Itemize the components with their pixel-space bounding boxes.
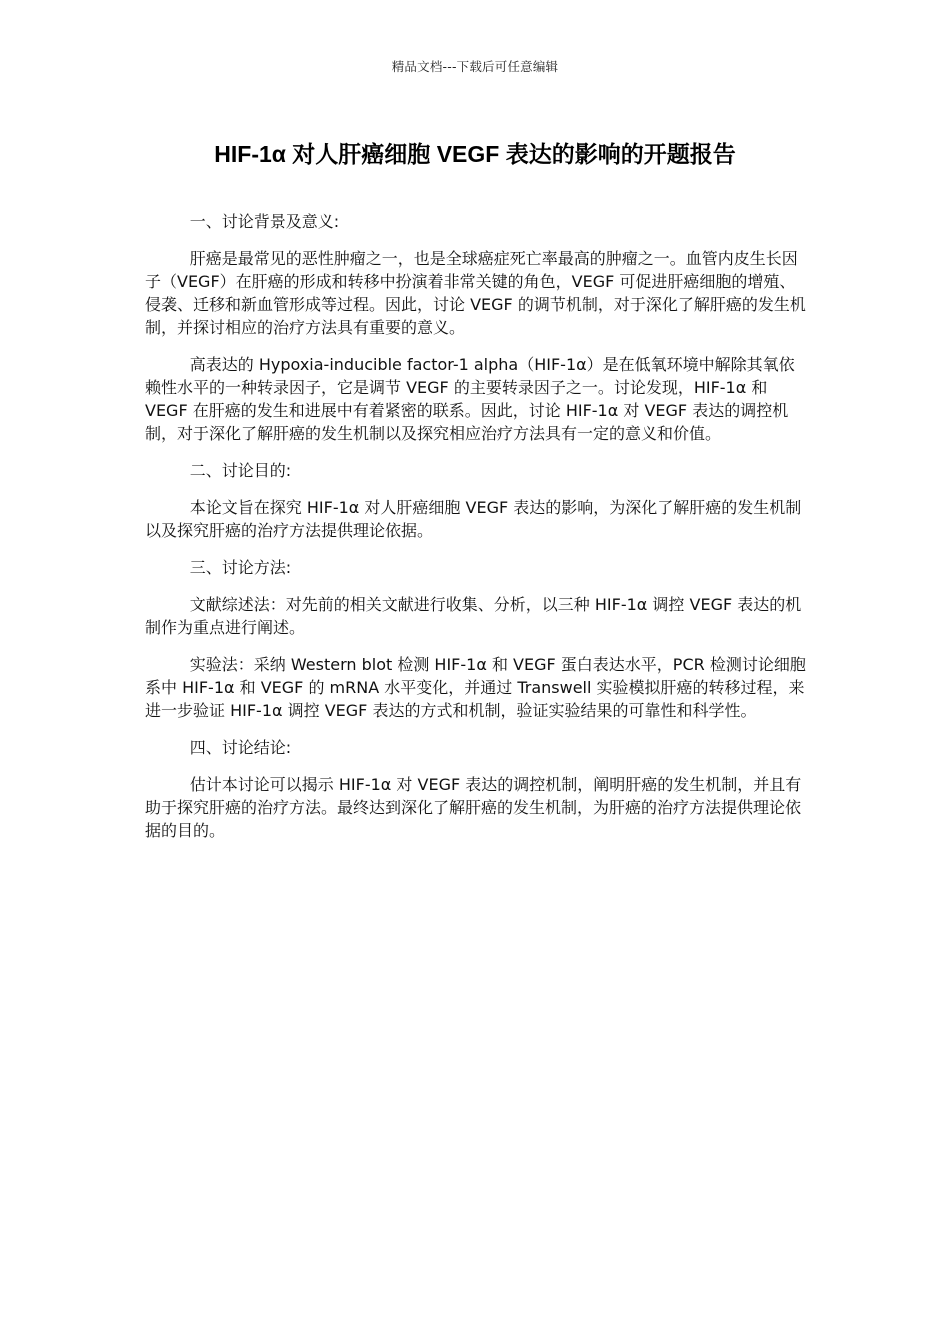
section-heading-methods: 三、讨论方法:	[189, 558, 292, 577]
document-body	[145, 210, 807, 856]
document-title: HIF-1α 对人肝癌细胞 VEGF 表达的影响的开题报告	[214, 141, 736, 167]
paragraph-methods-literature: 文献综述法：对先前的相关文献进行收集、分析，以三种 HIF-1α 调控 VEGF 表达的机制作为重点进行阐述。	[145, 595, 802, 637]
paragraph-background-2: 高表达的 Hypoxia-inducible factor-1 alpha（HIF-1α）是在低氧环境中解除其氧依赖性水平的一种转录因子，它是调节 VEGF 的主要转录因子之一。讨论发现，HIF-1α 和 VEGF 在肝癌的发生和进展中有着紧密的联系。因此，讨论 HIF-1α 对 VEGF 表达的调控机制，对于深化了解肝癌的发生机制以及探究相应治疗方法具有一定的意义和价值。	[145, 355, 795, 443]
section-heading-purpose: 二、讨论目的:	[189, 461, 292, 480]
paragraph-methods-experiment: 实验法：采纳 Western blot 检测 HIF-1α 和 VEGF 蛋白表达水平，PCR 检测讨论细胞系中 HIF-1α 和 VEGF 的 mRNA 水平变化，并通过 Transwell 实验模拟肝癌的转移过程，来进一步验证 HIF-1α 调控 VEGF 表达的方式和机制，验证实验结果的可靠性和科学性。	[145, 655, 806, 720]
section-heading-conclusion: 四、讨论结论:	[189, 738, 292, 757]
section-heading-background: 一、讨论背景及意义:	[189, 212, 340, 231]
page-header: 精品文档---下载后可任意编辑	[391, 59, 559, 74]
paragraph-conclusion-1: 估计本讨论可以揭示 HIF-1α 对 VEGF 表达的调控机制，阐明肝癌的发生机制，并且有助于探究肝癌的治疗方法。最终达到深化了解肝癌的发生机制，为肝癌的治疗方法提供理论依据的目的。	[145, 775, 802, 840]
paragraph-background-1: 肝癌是最常见的恶性肿瘤之一，也是全球癌症死亡率最高的肿瘤之一。血管内皮生长因子（VEGF）在肝癌的形成和转移中扮演着非常关键的角色，VEGF 可促进肝癌细胞的增殖、侵袭、迁移和新血管形成等过程。因此，讨论 VEGF 的调节机制，对于深化了解肝癌的发生机制，并探讨相应的治疗方法具有重要的意义。	[145, 249, 806, 337]
paragraph-purpose-1: 本论文旨在探究 HIF-1α 对人肝癌细胞 VEGF 表达的影响，为深化了解肝癌的发生机制以及探究肝癌的治疗方法提供理论依据。	[145, 498, 802, 540]
